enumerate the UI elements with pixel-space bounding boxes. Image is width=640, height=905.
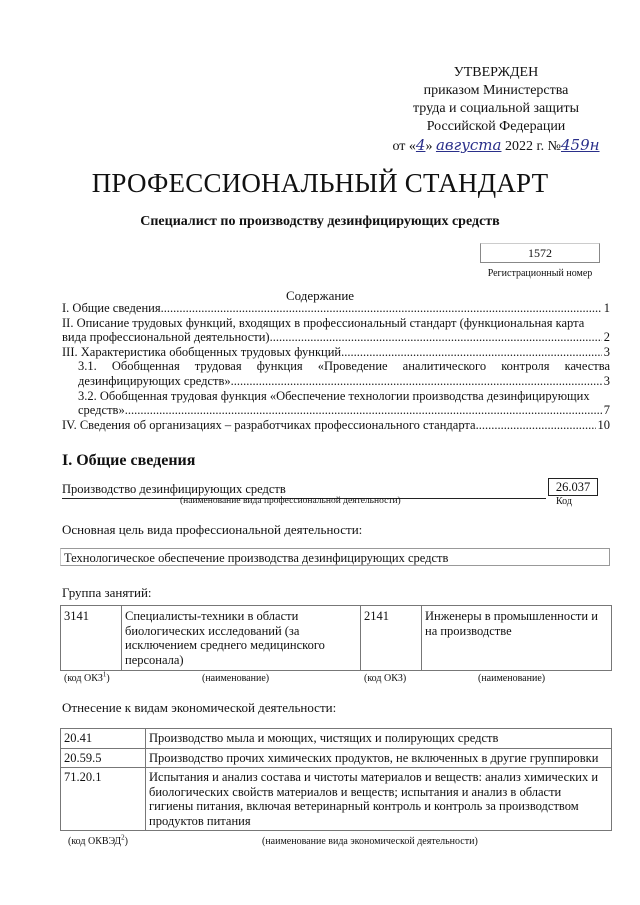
toc-item[interactable] bbox=[62, 316, 610, 345]
economic-activity-label: Отнесение к видам экономической деятельности: bbox=[62, 700, 337, 715]
toc-item[interactable] bbox=[62, 345, 610, 360]
order-year: 2022 г. № bbox=[501, 139, 562, 154]
okz-name-cell: Инженеры в промышленности и на производстве bbox=[422, 606, 612, 671]
table-row bbox=[61, 606, 612, 671]
approval-line-4: Российской Федерации bbox=[426, 119, 566, 134]
okved-code-cell: 20.59.5 bbox=[61, 748, 146, 768]
activity-code: 26.037 bbox=[548, 478, 598, 496]
toc-item-text: I. Общие сведения bbox=[62, 301, 161, 315]
table-row bbox=[61, 748, 612, 768]
toc-item-page: 10 bbox=[597, 417, 610, 432]
registration-number: 1572 bbox=[480, 243, 600, 263]
okz-code-caption-2: (код ОКЗ) bbox=[364, 673, 407, 684]
approval-line-3: труда и социальной защиты bbox=[413, 101, 579, 116]
okved-code-cell: 71.20.1 bbox=[61, 768, 146, 831]
approval-status: УТВЕРЖДЕН bbox=[453, 65, 539, 80]
table-row bbox=[61, 729, 612, 749]
toc-item-page: 3 bbox=[603, 373, 610, 388]
okz-name-caption-2: (наименование) bbox=[478, 673, 546, 684]
order-line bbox=[380, 136, 612, 156]
order-prefix: от « bbox=[392, 139, 416, 154]
toc-item[interactable] bbox=[62, 418, 610, 433]
document-subtitle: Специалист по производству дезинфицирующих средств bbox=[140, 214, 500, 229]
okz-table bbox=[60, 605, 612, 671]
toc-heading: Содержание bbox=[285, 288, 355, 303]
goal-label: Основная цель вида профессиональной деятельности: bbox=[62, 522, 363, 537]
okz-code-cell: 2141 bbox=[361, 606, 422, 671]
toc-item-text: средств» bbox=[78, 403, 125, 418]
toc-item[interactable] bbox=[62, 301, 610, 316]
okved-name-cell: Испытания и анализ состава и чистоты материалов и веществ: анализ химических и биологических свойств материалов и веществ; испытания и анализ в области гигиены питания, включая ветеринарный контроль и контроль за производством продуктов питания bbox=[146, 768, 612, 831]
toc-item-text: 3.1. Обобщенная трудовая функция «Проведение аналитического контроля качества bbox=[78, 359, 610, 374]
toc-item[interactable] bbox=[62, 359, 610, 388]
toc-item-page: 2 bbox=[603, 330, 610, 345]
registration-label: Регистрационный номер bbox=[487, 268, 593, 279]
order-mid: » bbox=[425, 139, 433, 154]
document-title: ПРОФЕССИОНАЛЬНЫЙ СТАНДАРТ bbox=[91, 168, 549, 198]
toc-item[interactable] bbox=[62, 389, 610, 418]
activity-code-caption: Код bbox=[556, 496, 572, 507]
table-of-contents bbox=[62, 301, 610, 432]
toc-item-text: вида профессиональной деятельности) bbox=[62, 330, 270, 345]
toc-item-page: 3 bbox=[603, 344, 610, 359]
okved-code-caption: (код ОКВЭД$^2$) bbox=[68, 833, 128, 847]
approval-line-2: приказом Министерства bbox=[423, 83, 569, 98]
okved-name-caption: (наименование вида экономической деятельности) bbox=[262, 836, 478, 847]
toc-item-text: дезинфицирующих средств» bbox=[78, 373, 231, 388]
okved-name-cell: Производство мыла и моющих, чистящих и полирующих средств bbox=[146, 729, 612, 749]
toc-item-text: III. Характеристика обобщенных трудовых функций bbox=[62, 344, 342, 359]
section-heading: I. Общие сведения bbox=[62, 452, 196, 469]
okz-name-cell: Специалисты-техники в области биологических исследований (за исключением среднего медицинского персонала) bbox=[122, 606, 361, 671]
order-month: августа bbox=[435, 136, 502, 154]
okved-name-cell: Производство прочих химических продуктов, не включенных в другие группировки bbox=[146, 748, 612, 768]
activity-kind-value: Производство дезинфицирующих средств bbox=[62, 482, 546, 499]
approval-block bbox=[380, 64, 612, 156]
okved-code-cell: 20.41 bbox=[61, 729, 146, 749]
toc-item-text: 3.2. Обобщенная трудовая функция «Обеспечение технологии производства дезинфицирующих bbox=[78, 388, 590, 403]
table-row bbox=[61, 768, 612, 831]
occupation-group-label: Группа занятий: bbox=[62, 585, 152, 600]
toc-item-text: IV. Сведения об организациях – разработчиках профессионального стандарта bbox=[62, 417, 476, 432]
toc-item-page: 1 bbox=[603, 301, 610, 315]
toc-item-text: II. Описание трудовых функций, входящих в профессиональный стандарт (функциональная карта bbox=[62, 315, 585, 330]
okz-name-caption: (наименование) bbox=[202, 673, 270, 684]
okz-code-caption: (код ОКЗ$^1$) bbox=[64, 670, 110, 684]
okved-table bbox=[60, 728, 612, 831]
toc-item-page: 7 bbox=[603, 403, 610, 418]
goal-value: Технологическое обеспечение производства дезинфицирующих средств bbox=[60, 548, 610, 566]
order-day: 4 bbox=[415, 136, 426, 154]
activity-kind-caption: (наименование вида профессиональной деятельности) bbox=[180, 496, 401, 506]
order-number: 459н bbox=[561, 136, 600, 154]
okz-code-cell: 3141 bbox=[61, 606, 122, 671]
